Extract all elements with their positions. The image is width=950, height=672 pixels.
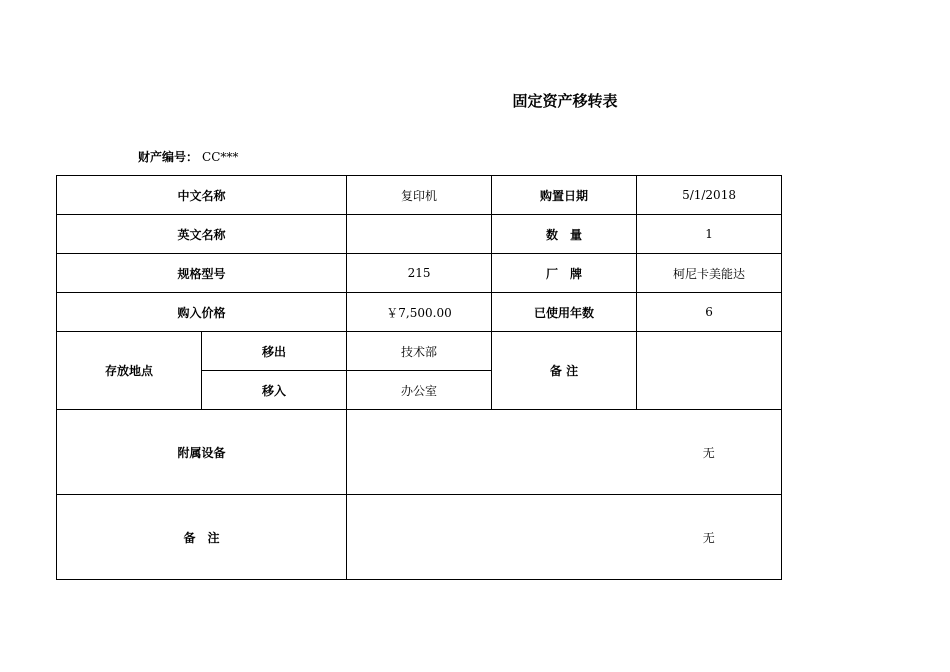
asset-code-label: 财产编号： <box>138 150 199 164</box>
accessories-spacer <box>492 410 637 495</box>
model-label: 规格型号 <box>57 254 347 293</box>
table-row <box>57 254 782 293</box>
years-used-label: 已使用年数 <box>492 293 637 332</box>
remark-spacer <box>347 495 492 580</box>
table-row <box>57 332 782 371</box>
chinese-name-value[interactable]: 复印机 <box>347 176 492 215</box>
purchase-date-value[interactable]: 5/1/2018 <box>637 176 782 215</box>
model-value[interactable]: 215 <box>347 254 492 293</box>
english-name-value[interactable] <box>347 215 492 254</box>
asset-code-value: CC*** <box>202 150 239 164</box>
move-out-label: 移出 <box>202 332 347 371</box>
remark-label: 备 注 <box>57 495 347 580</box>
purchase-date-label: 购置日期 <box>492 176 637 215</box>
move-in-label: 移入 <box>202 371 347 410</box>
price-label: 购入价格 <box>57 293 347 332</box>
quantity-value[interactable]: 1 <box>637 215 782 254</box>
accessories-value[interactable]: 无 <box>637 410 782 495</box>
chinese-name-label: 中文名称 <box>57 176 347 215</box>
brand-value[interactable]: 柯尼卡美能达 <box>637 254 782 293</box>
remark-value[interactable]: 无 <box>637 495 782 580</box>
table-row <box>57 176 782 215</box>
table-row <box>57 410 782 495</box>
table-row <box>57 495 782 580</box>
accessories-label: 附属设备 <box>57 410 347 495</box>
price-value[interactable]: ￥7,500.00 <box>347 293 492 332</box>
years-used-value[interactable]: 6 <box>637 293 782 332</box>
brand-label: 厂 牌 <box>492 254 637 293</box>
page-title: 固定资产移转表 <box>512 92 618 110</box>
remark-small-label: 备 注 <box>492 332 637 410</box>
accessories-spacer <box>347 410 492 495</box>
move-in-value[interactable]: 办公室 <box>347 371 492 410</box>
english-name-label: 英文名称 <box>57 215 347 254</box>
remark-small-value[interactable] <box>637 332 782 410</box>
asset-transfer-table <box>56 175 782 580</box>
move-out-value[interactable]: 技术部 <box>347 332 492 371</box>
remark-spacer <box>492 495 637 580</box>
table-row <box>57 293 782 332</box>
asset-code <box>138 148 238 165</box>
quantity-label: 数 量 <box>492 215 637 254</box>
location-label: 存放地点 <box>57 332 202 410</box>
table-row <box>57 215 782 254</box>
